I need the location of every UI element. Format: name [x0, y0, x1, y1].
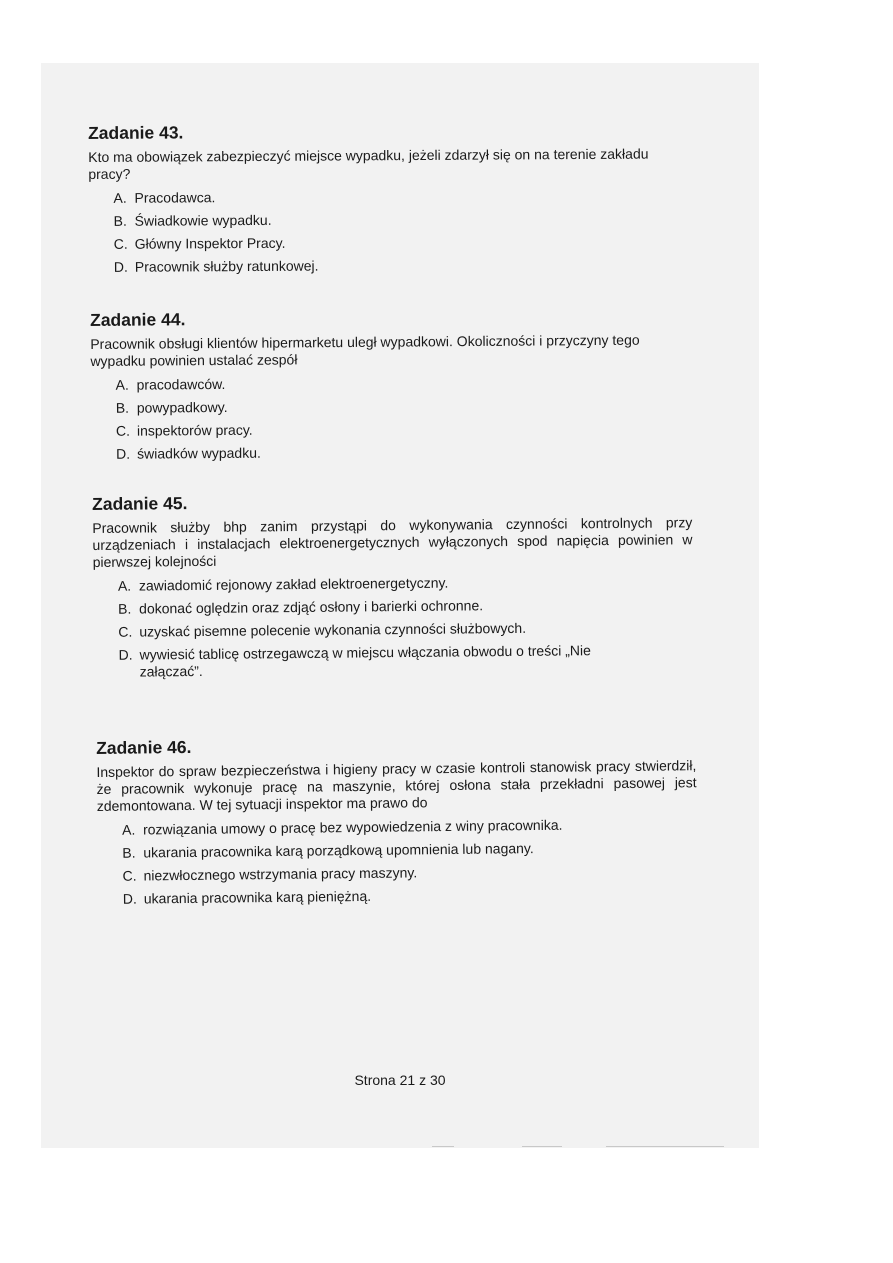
option-text: niezwłocznego wstrzymania pracy maszyny. — [143, 864, 418, 884]
answer-option-c — [116, 418, 691, 440]
option-text: inspektorów pracy. — [136, 421, 253, 439]
question-title: Zadanie 45. — [92, 493, 188, 514]
answer-option-d — [116, 441, 691, 463]
answer-option-b — [118, 595, 693, 618]
option-letter: A. — [113, 189, 127, 206]
page-number: Strona 21 z 30 — [354, 1072, 446, 1088]
answer-option-a — [116, 372, 691, 394]
scan-artifact — [522, 1146, 562, 1147]
option-text: zawiadomić rejonowy zakład elektroenergetyczny. — [138, 574, 449, 594]
option-text: rozwiązania umowy o pracę bez wypowiedzenia z winy pracownika. — [142, 816, 563, 838]
option-text: ukarania pracownika karą pieniężną. — [143, 887, 372, 907]
answer-option-d — [118, 641, 693, 681]
option-text: dokonać oględzin oraz zdjąć osłony i barierki ochronne. — [139, 597, 484, 617]
option-letter: D. — [116, 445, 131, 462]
answer-options — [88, 186, 689, 276]
question-text: Inspektor do spraw bezpieczeństwa i higieny pracy w czasie kontroli stanowisk pracy stwierdził, że pracownik wykonuje pracę na maszynie, której osłona stała przekładni pasowej jest zdemontowana. W tej sytuacji inspektor ma prawo do — [96, 757, 697, 814]
option-letter: D. — [113, 258, 128, 275]
question-45 — [92, 487, 694, 687]
option-letter: C. — [118, 623, 133, 640]
answer-option-b — [116, 395, 691, 417]
question-text: Pracownik służby bhp zanim przystąpi do wykonywania czynności kontrolnych przy urządzeniach i instalacjach elektroenergetycznych wyłączonych spod napięcia powinien w pierwszej kolejności — [92, 514, 693, 570]
question-title: Zadanie 43. — [88, 122, 184, 143]
option-letter: B. — [118, 600, 132, 617]
option-letter: A. — [117, 577, 132, 594]
option-text: ukarania pracownika karą porządkową upomnienia lub nagany. — [143, 840, 534, 861]
option-letter: C. — [113, 235, 128, 252]
option-text: Główny Inspektor Pracy. — [134, 234, 286, 252]
option-text: wywiesić tablicę ostrzegawczą w miejscu włączania obwodu o treści „Nie załączać”. — [139, 642, 591, 680]
option-letter: D. — [122, 890, 137, 907]
question-44 — [90, 304, 691, 469]
option-letter: B. — [115, 399, 130, 416]
option-letter: B. — [122, 844, 136, 861]
answer-option-c — [118, 618, 693, 641]
option-letter: B. — [113, 212, 127, 229]
answer-options — [97, 815, 698, 908]
question-text: Kto ma obowiązek zabezpieczyć miejsce wypadku, jeżeli zdarzył się on na terenie zakładu pracy? — [88, 145, 649, 182]
option-letter: C. — [115, 422, 131, 439]
option-letter: A. — [115, 376, 129, 393]
option-letter: D. — [118, 646, 133, 663]
option-letter: C. — [122, 867, 137, 884]
answer-option-d — [123, 884, 698, 908]
answer-option-d — [114, 255, 689, 276]
scan-artifact — [432, 1146, 454, 1147]
answer-option-a — [122, 815, 697, 839]
option-text: Pracodawca. — [134, 189, 216, 206]
question-title: Zadanie 44. — [90, 309, 186, 330]
answer-option-b — [114, 209, 689, 230]
question-46 — [96, 730, 698, 914]
option-letter: A. — [121, 821, 136, 838]
question-title: Zadanie 46. — [96, 736, 192, 758]
answer-option-a — [113, 186, 688, 207]
answer-options — [93, 572, 694, 681]
question-text: Pracownik obsługi klientów hipermarketu uległ wypadkowi. Okoliczności i przyczyny tego wypadku powinien ustalać zespół — [90, 331, 640, 369]
option-text: Pracownik służby ratunkowej. — [134, 257, 319, 275]
option-text: Świadkowie wypadku. — [134, 211, 272, 229]
answer-option-c — [114, 232, 689, 253]
answer-options — [91, 372, 692, 463]
option-text: świadków wypadku. — [137, 444, 261, 462]
answer-option-a — [118, 572, 693, 595]
option-text: pracodawców. — [136, 375, 226, 393]
question-43 — [88, 118, 689, 282]
option-text: uzyskać pisemne polecenie wykonania czynności służbowych. — [139, 619, 527, 640]
scan-artifact — [606, 1146, 724, 1147]
answer-option-b — [122, 838, 697, 862]
answer-option-c — [122, 861, 697, 885]
option-text: powypadkowy. — [136, 398, 228, 416]
